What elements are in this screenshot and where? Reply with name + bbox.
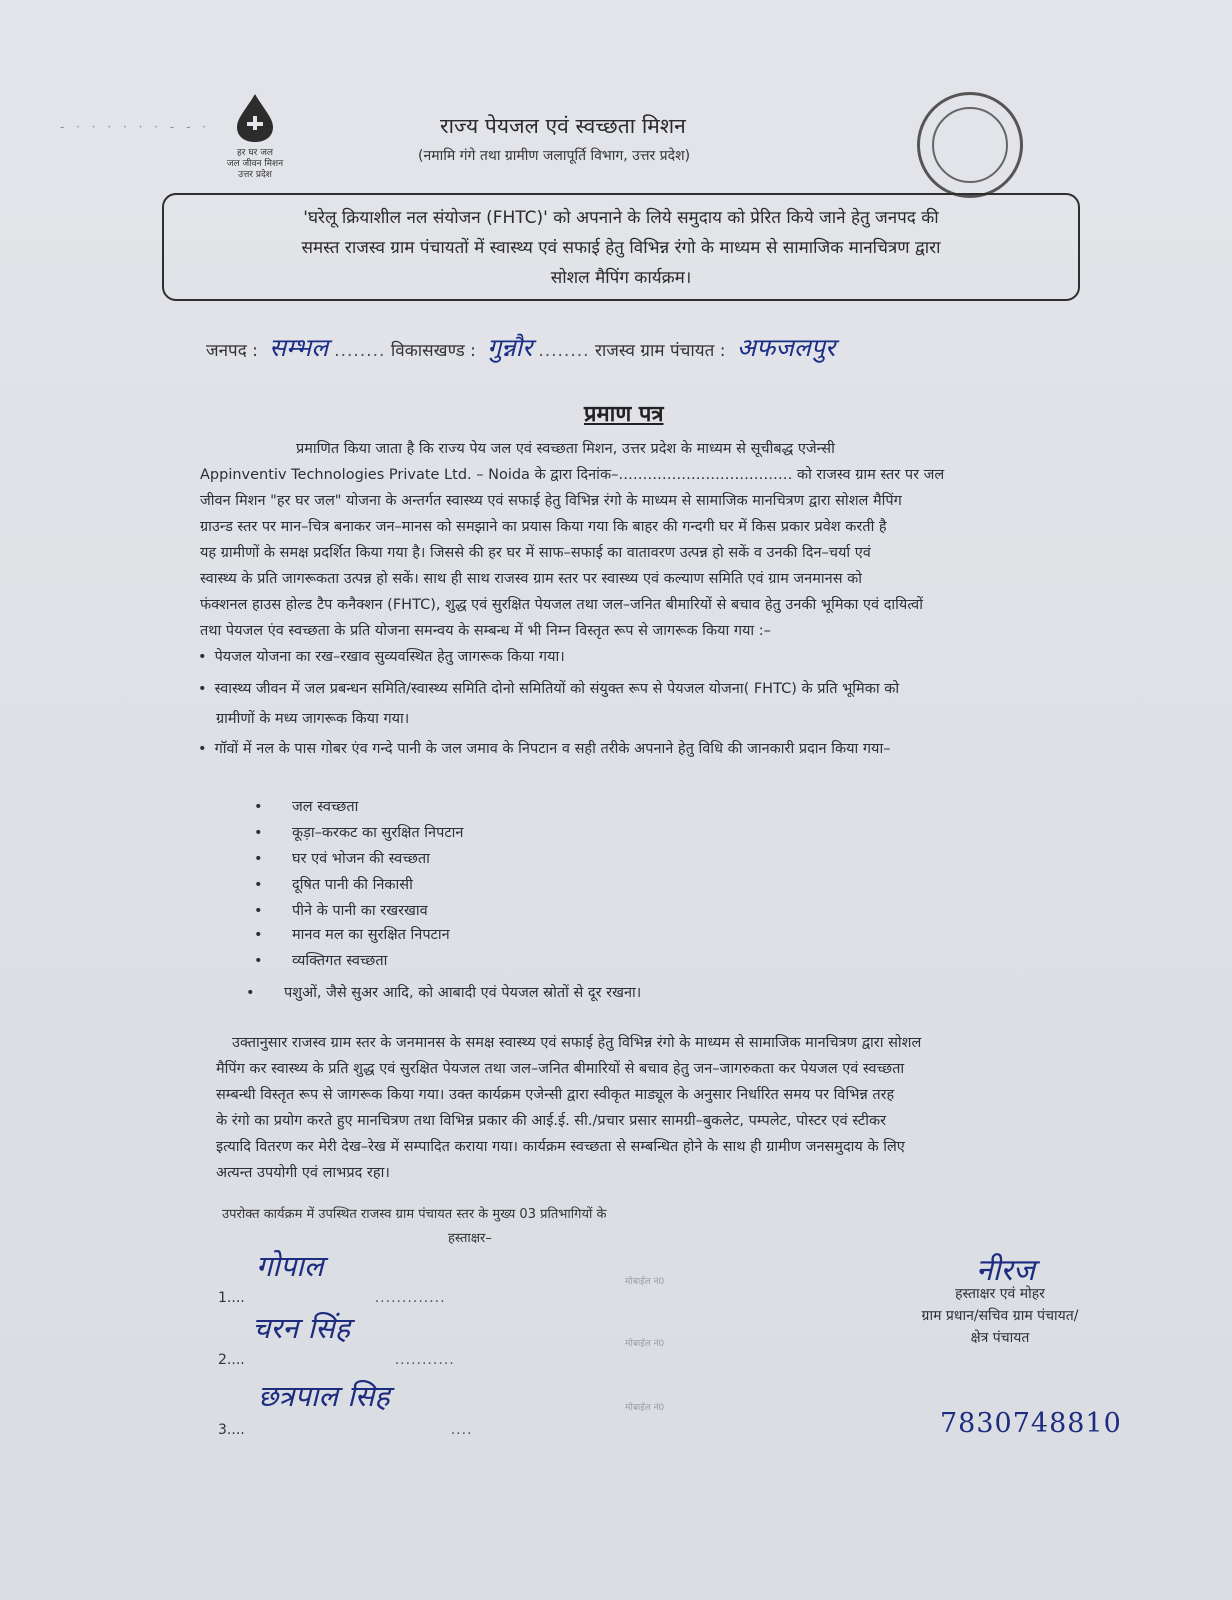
intro-line-3: जीवन मिशन "हर घर जल" योजना के अन्तर्गत स्वास्थ्य एवं सफाई हेतु विभिन्न रंगो के माध्यम से सामाजिक मानचित्रण द्वारा सोशल मैपिंग: [200, 493, 902, 509]
sub-bullet-item: • पीने के पानी का रखरखाव: [254, 900, 428, 920]
conclusion-line-5: इत्यादि वितरण कर मेरी देख–रेख में सम्पादित कराया गया। कार्यक्रम स्वच्छता से सम्बन्धित होने के साथ ही ग्रामीण जनसमुदाय के लिए: [216, 1139, 905, 1155]
official-signature: नीरज: [976, 1253, 1035, 1288]
participant-mobile-label: मोबाईल नं0: [625, 1403, 665, 1413]
participant-mobile-label: मोबाईल नं0: [625, 1339, 665, 1349]
block-label: विकासखण्ड :: [390, 341, 476, 361]
sub-bullet-item: • जल स्वच्छता: [254, 796, 358, 816]
intro-line-5: यह ग्रामीणों के समक्ष प्रदर्शित किया गया है। जिससे की हर घर में साफ–सफाई का वातावरण उत्पन्न हो सकें व उनकी दिन–चर्या एवं: [200, 545, 871, 561]
sub-bullet-item: • व्यक्तिगत स्वच्छता: [254, 950, 387, 970]
conclusion-line-1: उक्तानुसार राजस्व ग्राम स्तर के जनमानस के समक्ष स्वास्थ्य एवं सफाई हेतु विभिन्न रंगो के माध्यम से सामाजिक मानचित्रण द्वारा सोशल: [232, 1035, 922, 1051]
intro-line-2: Appinventiv Technologies Private Ltd. – Noida के द्वारा दिनांक–……………………………… को राजस्व ग्राम स्तर पर जल: [200, 467, 945, 483]
participants-note: उपरोक्त कार्यक्रम में उपस्थित राजस्व ग्राम पंचायत स्तर के मुख्य 03 प्रतिभागियों के: [222, 1207, 607, 1222]
participant-row-1: 1.... .............: [218, 1290, 446, 1306]
panchayat-label: राजस्व ग्राम पंचायत :: [594, 341, 726, 361]
intro-line-7: फंक्शनल हाउस होल्ड टैप कनैक्शन (FHTC), शुद्ध एवं सुरक्षित पेयजल तथा जल–जनित बीमारियों से बचाव हेतु उनकी भूमिका एवं दायित्वों: [200, 597, 923, 613]
logo-caption-1: हर घर जल: [237, 148, 273, 158]
official-seal-label: हस्ताक्षर एवं मोहर: [955, 1286, 1045, 1302]
participant-number: 1: [218, 1290, 227, 1306]
official-designation-1: ग्राम प्रधान/सचिव ग्राम पंचायत/: [921, 1308, 1079, 1324]
uttar-pradesh-emblem-icon: [917, 92, 1023, 198]
intro-line-1: प्रमाणित किया जाता है कि राज्य पेय जल एवं स्वच्छता मिशन, उत्तर प्रदेश के माध्यम से सूचीबद्ध एजेन्सी: [296, 441, 835, 457]
conclusion-line-3: सम्बन्धी विस्तृत रूप से जागरूक किया गया। उक्त कार्यक्रम एजेन्सी द्वारा स्वीकृत माड्यूल के अनुसार निर्धारित समय पर विभिन्न तरह: [216, 1087, 895, 1103]
participant-row-3: 3.... ....: [218, 1422, 473, 1438]
header-title: राज्य पेयजल एवं स्वच्छता मिशन: [440, 114, 686, 138]
conclusion-line-2: मैपिंग कर स्वास्थ्य के प्रति शुद्ध एवं सुरक्षित पेयजल तथा जल–जनित बीमारियों से बचाव हेतु जन–जागरुकता कर पेयजल एवं स्वच्छता: [216, 1061, 905, 1077]
program-line-2: समस्त राजस्व ग्राम पंचायतों में स्वास्थ्य एवं सफाई हेतु विभिन्न रंगो के माध्यम से सामाजिक मानचित्रण द्वारा: [301, 238, 941, 258]
district-value: सम्भल: [269, 333, 329, 362]
bullet-continuation: ग्रामीणों के मध्य जागरूक किया गया।: [216, 711, 410, 727]
program-title-box: [162, 193, 1080, 301]
bullet-item: • पेयजल योजना का रख–रखाव सुव्यवस्थित हेतु जागरूक किया गया।: [198, 644, 1078, 670]
bullet-item: • स्वास्थ्य जीवन में जल प्रबन्धन समिति/स्वास्थ्य समिति दोनो समितियों को संयुक्त रूप से पेयजल योजना( FHTC) के प्रति भूमिका को: [198, 676, 1078, 702]
water-drop-icon: [233, 92, 277, 144]
sub-bullet-item: • मानव मल का सुरक्षित निपटान: [254, 924, 450, 944]
certificate-title: प्रमाण पत्र: [584, 402, 664, 427]
participant-signature: चरन सिंह: [252, 1311, 351, 1345]
scan-smudge: - · · · · · · - - ·: [60, 120, 211, 134]
official-phone: 7830748810: [940, 1408, 1122, 1439]
participant-signature: छत्रपाल सिह: [258, 1379, 390, 1413]
jal-jeevan-mission-logo: [205, 92, 305, 181]
participant-signature: गोपाल: [256, 1249, 324, 1283]
panchayat-value: अफजलपुर: [736, 333, 836, 362]
sub-bullet-item: • दूषित पानी की निकासी: [254, 874, 413, 894]
intro-line-4: ग्राउन्ड स्तर पर मान–चित्र बनाकर जन–मानस को समझाने का प्रयास किया गया कि बाहर की गन्दगी घर में किस प्रकार प्रवेश करती है: [200, 519, 887, 535]
header-subtitle: (नमामि गंगे तथा ग्रामीण जलापूर्ति विभाग, उत्तर प्रदेश): [418, 148, 691, 164]
location-row: जनपद : सम्भल ........ विकासखण्ड : गुन्नौर ........ राजस्व ग्राम पंचायत : अफजलपुर: [206, 330, 1086, 364]
intro-line-6: स्वास्थ्य के प्रति जागरूकता उत्पन्न हो सकें। साथ ही साथ राजस्व ग्राम स्तर पर स्वास्थ्य एवं कल्याण समिति एवं ग्राम जनमानस को: [200, 571, 862, 587]
block-value: गुन्नौर: [487, 333, 533, 362]
sub-bullet-item: • घर एवं भोजन की स्वच्छता: [254, 848, 430, 868]
participant-row-2: 2.... ...........: [218, 1352, 455, 1368]
participant-number: 2: [218, 1352, 227, 1368]
sub-bullet-item: • कूड़ा–करकट का सुरक्षित निपटान: [254, 822, 463, 842]
district-label: जनपद :: [206, 341, 258, 361]
official-block: [870, 1283, 1130, 1349]
participant-mobile-label: मोबाईल नं0: [625, 1277, 665, 1287]
bullet-item: • गॉवों में नल के पास गोबर एंव गन्दे पानी के जल जमाव के निपटान व सही तरीके अपनाने हेतु विधि की जानकारी प्रदान किया गया–: [198, 736, 1078, 762]
sub-bullet-item: • पशुओं, जैसे सुअर आदि, को आबादी एवं पेयजल स्रोतों से दूर रखना।: [246, 982, 641, 1002]
program-line-1: 'घरेलू क्रियाशील नल संयोजन (FHTC)' को अपनाने के लिये समुदाय को प्रेरित किये जाने हेतु जनपद की: [303, 208, 939, 228]
logo-caption-3: उत्तर प्रदेश: [238, 170, 272, 180]
participant-number: 3: [218, 1422, 227, 1438]
participants-signature-label: हस्ताक्षर–: [448, 1231, 492, 1246]
intro-line-8: तथा पेयजल एंव स्वच्छता के प्रति योजना समन्वय के सम्बन्ध में भी निम्न विस्तृत रूप से जागरूक किया गया :–: [200, 623, 771, 639]
conclusion-line-6: अत्यन्त उपयोगी एवं लाभप्रद रहा।: [216, 1165, 390, 1181]
program-line-3: सोशल मैपिंग कार्यक्रम।: [550, 268, 692, 288]
logo-caption-2: जल जीवन मिशन: [226, 159, 284, 169]
official-designation-2: क्षेत्र पंचायत: [970, 1330, 1030, 1346]
conclusion-line-4: के रंगो का प्रयोग करते हुए मानचित्रण तथा विभिन्न प्रकार की आई.ई. सी./प्रचार प्रसार सामग्री–बुकलेट, पम्पलेट, पोस्टर एवं स्टीकर: [216, 1113, 887, 1129]
